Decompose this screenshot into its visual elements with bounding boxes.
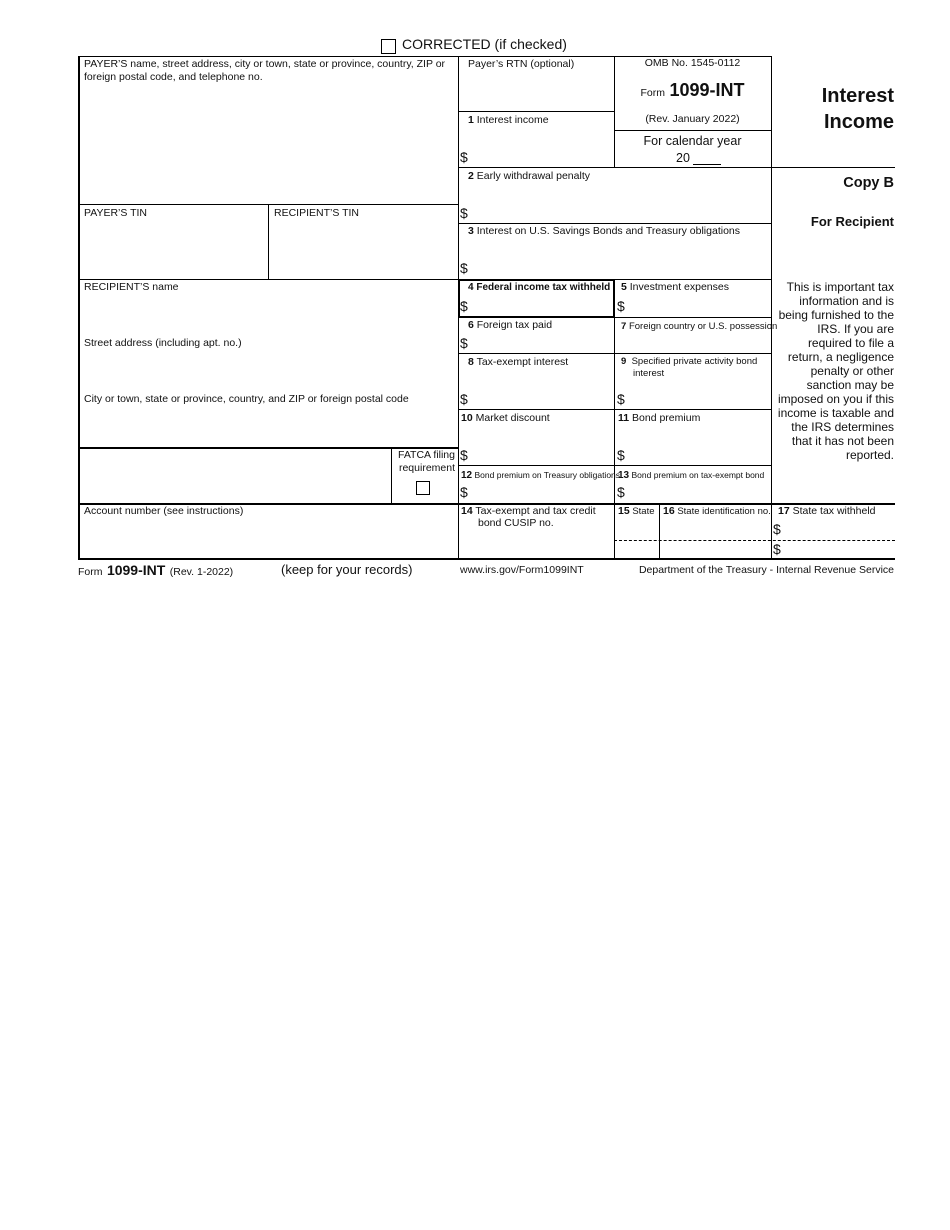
fatca-label-line2: requirement <box>398 462 455 474</box>
omb-number: OMB No. 1545-0112 <box>644 57 741 69</box>
box-8-tax-exempt-field[interactable] <box>472 372 612 407</box>
box-3-dollar: $ <box>460 260 468 276</box>
box-16-state-id-field-1[interactable] <box>661 520 769 539</box>
box-5-dollar: $ <box>617 298 625 314</box>
box-10-top <box>458 409 771 410</box>
corrected-checkbox[interactable] <box>381 39 396 54</box>
footer-url: www.irs.gov/Form1099INT <box>460 564 584 576</box>
footer-keep-records: (keep for your records) <box>281 562 413 577</box>
payer-tin-top <box>78 204 458 205</box>
box-1-top <box>458 111 614 112</box>
city-label: City or town, state or province, country, and ZIP or foreign postal code <box>84 393 409 405</box>
box-16-label: 16 State identification no. <box>663 505 771 517</box>
col-divider-right <box>771 279 772 503</box>
box-7-foreign-country-field[interactable] <box>617 334 769 352</box>
box-3-label: 3 Interest on U.S. Savings Bonds and Treasury obligations <box>468 225 740 237</box>
recipient-tin-label: RECIPIENT’S TIN <box>274 207 359 219</box>
footer-department: Department of the Treasury - Internal Revenue Service <box>638 564 894 576</box>
box-5-investment-expenses-field[interactable] <box>629 296 769 316</box>
box-8-top <box>458 353 771 354</box>
form-revision: (Rev. January 2022) <box>645 113 740 125</box>
recipient-tin-field[interactable] <box>270 222 456 277</box>
box-17-dollar-2: $ <box>773 541 781 557</box>
box-10-label: 10 Market discount <box>461 412 550 424</box>
street-address-label: Street address (including apt. no.) <box>84 337 242 349</box>
box-6-dollar: $ <box>460 335 468 351</box>
form-title <box>772 83 894 135</box>
box-11-label: 11 Bond premium <box>618 412 701 424</box>
col-divider-17 <box>771 503 772 558</box>
payer-tin-label: PAYER’S TIN <box>84 207 148 219</box>
box-17-state-tax-field-2[interactable] <box>785 542 894 557</box>
box-12-dollar: $ <box>460 484 468 500</box>
col-divider-state <box>614 503 615 558</box>
form-title-line1: Interest <box>821 85 894 107</box>
box-13-dollar: $ <box>617 484 625 500</box>
calendar-year-top <box>614 130 771 131</box>
tin-divider <box>268 204 269 279</box>
box-3-savings-bonds-field[interactable] <box>472 241 769 277</box>
box-1-interest-income-field[interactable] <box>472 130 612 165</box>
corrected-label: CORRECTED (if checked) <box>402 36 567 52</box>
form-bottom-border <box>78 558 895 560</box>
box-15-label: 15 State <box>618 505 655 517</box>
city-field[interactable] <box>80 408 456 445</box>
fatca-divider <box>391 447 392 503</box>
col-divider-16 <box>659 503 660 558</box>
box-2-label: 2 Early withdrawal penalty <box>468 170 590 182</box>
box-2-early-withdrawal-field[interactable] <box>472 186 769 221</box>
recipient-name-label: RECIPIENT’S name <box>84 281 179 293</box>
box-9-private-activity-field[interactable] <box>629 382 769 407</box>
box-9-dollar: $ <box>617 391 625 407</box>
form-prefix: Form <box>640 87 665 99</box>
footer-form-id: Form 1099-INT (Rev. 1-2022) <box>78 562 234 578</box>
account-number-field[interactable] <box>80 520 456 556</box>
box-8-label: 8 Tax-exempt interest <box>468 356 569 368</box>
box-1-dollar: $ <box>460 149 468 165</box>
box-12-treasury-premium-field[interactable] <box>472 483 612 501</box>
box-13-tax-exempt-premium-field[interactable] <box>629 483 769 501</box>
box-11-dollar: $ <box>617 447 625 463</box>
box-15-state-field-2[interactable] <box>616 542 658 557</box>
box-14-cusip-field[interactable] <box>460 530 612 556</box>
state-row-divider <box>614 540 895 541</box>
box-1-label: 1 Interest income <box>468 114 549 126</box>
box-17-state-tax-field-1[interactable] <box>785 520 894 539</box>
box-5-label: 5 Investment expenses <box>621 281 729 293</box>
box-4-federal-tax-field[interactable] <box>472 296 612 316</box>
copy-b-top <box>771 167 895 168</box>
box-17-label: 17 State tax withheld <box>778 505 876 517</box>
year-input[interactable] <box>693 151 721 165</box>
fatca-checkbox[interactable] <box>416 481 430 495</box>
payer-rtn-field[interactable] <box>460 74 612 109</box>
form-id-header <box>614 80 771 101</box>
important-notice: This is important tax information and is being furnished to the IRS. If you are required to file a return, a negligence penalty or other sanction may be imposed on you if this income is taxable and the IRS determines that it has not been reported. <box>777 280 894 462</box>
box-4-dollar: $ <box>460 298 468 314</box>
payer-tin-field[interactable] <box>80 222 266 277</box>
year-prefix: 20 <box>676 151 690 165</box>
box-17-dollar-1: $ <box>773 521 781 537</box>
box-12-top <box>458 465 771 466</box>
box-12-label: 12 Bond premium on Treasury obligations <box>461 470 621 481</box>
box-10-market-discount-field[interactable] <box>472 428 612 463</box>
form-title-line2: Income <box>823 111 894 133</box>
box-4-label: 4 Federal income tax withheld <box>468 282 611 293</box>
box-7-label: 7 Foreign country or U.S. possession <box>621 321 778 332</box>
box-16-state-id-field-2[interactable] <box>661 542 769 557</box>
fatca-label-line1: FATCA filing <box>398 449 455 461</box>
for-recipient-label: For Recipient <box>810 214 894 229</box>
box-15-state-field-1[interactable] <box>616 520 658 539</box>
box-14-label: 14 Tax-exempt and tax credit bond CUSIP no. <box>461 505 596 529</box>
payer-name-label: PAYER’S name, street address, city or town, state or province, country, ZIP or foreign postal code, and telephone no. <box>84 58 446 83</box>
box-2-dollar: $ <box>460 205 468 221</box>
box-8-dollar: $ <box>460 391 468 407</box>
copy-label: Copy B <box>843 175 894 191</box>
box-13-label: 13 Bond premium on tax-exempt bond <box>618 470 765 481</box>
recipient-name-field[interactable] <box>80 296 456 334</box>
box-10-dollar: $ <box>460 447 468 463</box>
box-6-foreign-tax-field[interactable] <box>472 334 612 352</box>
row-4-top <box>78 279 771 280</box>
box-2-top <box>458 167 771 168</box>
payer-name-field[interactable] <box>80 84 456 202</box>
box-9-label: 9 Specified private activity bond interest <box>621 356 758 379</box>
calendar-year-label: For calendar year <box>643 134 742 148</box>
box-6-label: 6 Foreign tax paid <box>468 319 553 331</box>
account-number-label: Account number (see instructions) <box>84 505 244 517</box>
box-11-bond-premium-field[interactable] <box>629 428 769 463</box>
payer-rtn-label: Payer’s RTN (optional) <box>468 58 575 70</box>
form-number: 1099-INT <box>669 80 745 100</box>
col-divider-omb <box>614 56 615 167</box>
box-3-top <box>458 223 771 224</box>
street-address-field[interactable] <box>80 352 456 390</box>
